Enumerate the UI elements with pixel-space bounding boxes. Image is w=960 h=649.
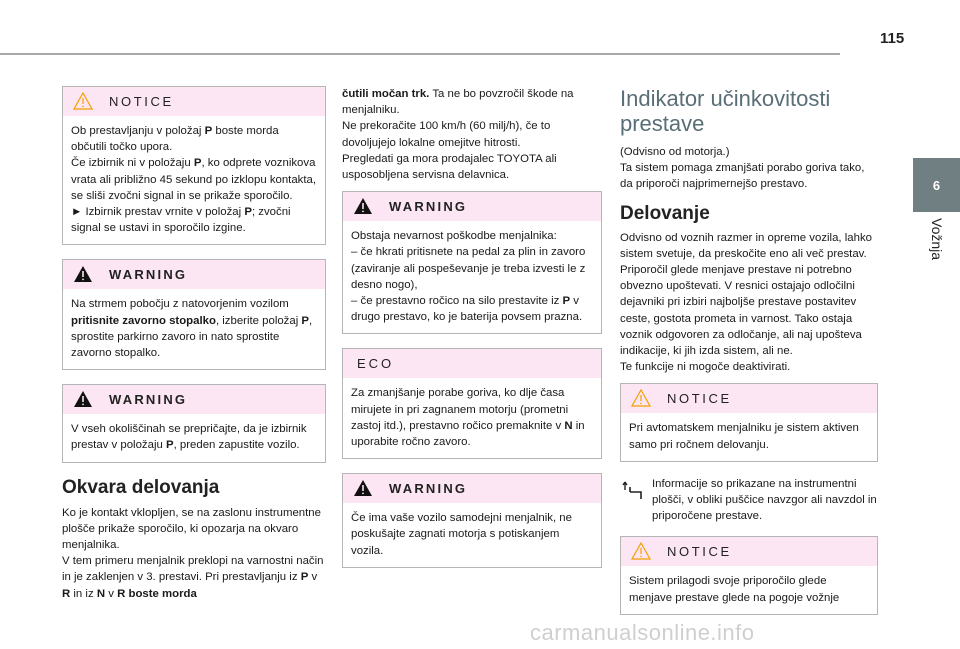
notice-title: NOTICE <box>667 391 732 407</box>
operation-text: Odvisno od voznih razmer in opreme vozila, lahko sistem svetuje, da preskočite eno ali več prestav. Priporočil glede menjave prestave ni potrebno obvezno upoštevati. V resnici ostajajo odločilni dejavniki pri izbiri najboljše prestave postavitev ceste, gostota prometa in varnost. Tako ostaja voznik odgovoren za odločanje, ali naj upošteva indikacije, ki jih izda sistem, ali ne. Te funkcije ni mogoče deaktivirati. <box>620 231 872 374</box>
column-1 <box>62 86 326 610</box>
header-rule <box>0 53 840 55</box>
eco-box <box>342 348 602 459</box>
watermark: carmanualsonline.info <box>530 620 755 645</box>
notice-body: Pri avtomatskem menjalniku je sistem aktiven samo pri ročnem delovanju. <box>629 422 859 451</box>
gear-shift-icon <box>622 478 644 500</box>
gear-indicator-heading: Indikator učinkovitosti prestave <box>620 86 831 136</box>
warning-icon <box>73 265 93 283</box>
warning-box-1 <box>62 259 326 370</box>
chapter-label: Vožnja <box>929 218 945 261</box>
warning-triangle-icon <box>631 542 651 560</box>
column-3 <box>620 86 878 629</box>
notice-box-1 <box>62 86 326 245</box>
column-2 <box>342 86 602 582</box>
warning-icon <box>73 390 93 408</box>
warning-body: Če ima vaše vozilo samodejni menjalnik, ne poskušajte zagnati motorja s potiskanjem vozila. <box>351 512 572 557</box>
warning-body: V vseh okoliščinah se prepričajte, da je izbirnik prestav v položaju P, preden zapustite vozilo. <box>71 423 307 452</box>
warning-triangle-icon <box>73 92 93 110</box>
notice-title: NOTICE <box>109 94 174 109</box>
page-number: 115 <box>880 30 905 47</box>
notice-body: Ob prestavljanju v položaj P boste morda občutili točko upora. Če izbirnik ni v položaju P, ko odprete voznikova vrata ali približno 45 sekund po izklopu kontakta, se sliši zvočni signal in se prikaže sporočilo. ► Izbirnik prestav vrnite v položaj P; zvočni signal se ustavi in sporočilo izgine. <box>71 125 317 235</box>
malfunction-heading: Okvara delovanja <box>62 476 220 498</box>
warning-box-4 <box>342 473 602 568</box>
malfunction-text: Ko je kontakt vklopljen, se na zaslonu instrumentne plošče prikaže sporočilo, ki opozarja na okvaro menjalnika. V tem primeru menjalnik preklopi na varnostni način in je zaklenjen v 3. prestavi. Pri prestavljanju iz P v R in iz N v R boste morda <box>62 506 324 600</box>
warning-icon <box>353 479 373 497</box>
warning-body: Na strmem pobočju z natovorjenim vozilom pritisnite zavorno stopalko, izberite položaj P, sprostite parkirno zavoro in nato sprostite zavorno stopalko. <box>71 298 313 360</box>
warning-box-2 <box>62 384 326 462</box>
notice-body: Sistem prilagodi svoje priporočilo glede menjave prestave glede na pogoje vožnje <box>629 575 840 604</box>
info-text: Informacije so prikazane na instrumentni plošči, v obliki puščice navzgor ali navzdol in priporočene prestave. <box>652 477 877 523</box>
warning-box-3 <box>342 191 602 334</box>
notice-box-3 <box>620 536 878 614</box>
warning-title: WARNING <box>109 392 188 408</box>
warning-triangle-icon <box>631 389 651 407</box>
warning-icon <box>353 197 373 215</box>
warning-body: Obstaja nevarnost poškodbe menjalnika: – če hkrati pritisnete na pedal za plin in zavoro (zaviranje ali pospeševanje je treba izvesti le z desno nogo), – če prestavno ročico na silo prestavite iz P v drugo prestavo, ko je baterija povsem prazna. <box>351 230 586 324</box>
warning-title: WARNING <box>109 267 188 283</box>
warning-title: WARNING <box>389 199 468 215</box>
malfunction-continuation: čutili močan trk. Ta ne bo povzročil škode na menjalniku. Ne prekoračite 100 km/h (60 milj/h), če to dovoljujejo lokalne omejitve hitrosti. Pregledati ga mora prodajalec TOYOTA ali usposobljena servisna delavnica. <box>342 88 574 182</box>
gear-indicator-intro: (Odvisno od motorja.) Ta sistem pomaga zmanjšati porabo goriva tako, da priporoči najprimernejšo prestavo. <box>620 146 865 191</box>
warning-title: WARNING <box>389 481 468 497</box>
eco-body: Za zmanjšanje porabe goriva, ko dlje časa mirujete in pri zagnanem motorju (prometni zastoj itd.), prestavno ročico premaknite v N in uporabite ročno zavoro. <box>351 387 585 449</box>
operation-heading: Delovanje <box>620 202 710 224</box>
info-block <box>620 476 878 525</box>
notice-box-2 <box>620 383 878 461</box>
eco-title: ECO <box>357 356 395 372</box>
chapter-tab[interactable]: 6 <box>913 158 960 212</box>
notice-title: NOTICE <box>667 544 732 560</box>
